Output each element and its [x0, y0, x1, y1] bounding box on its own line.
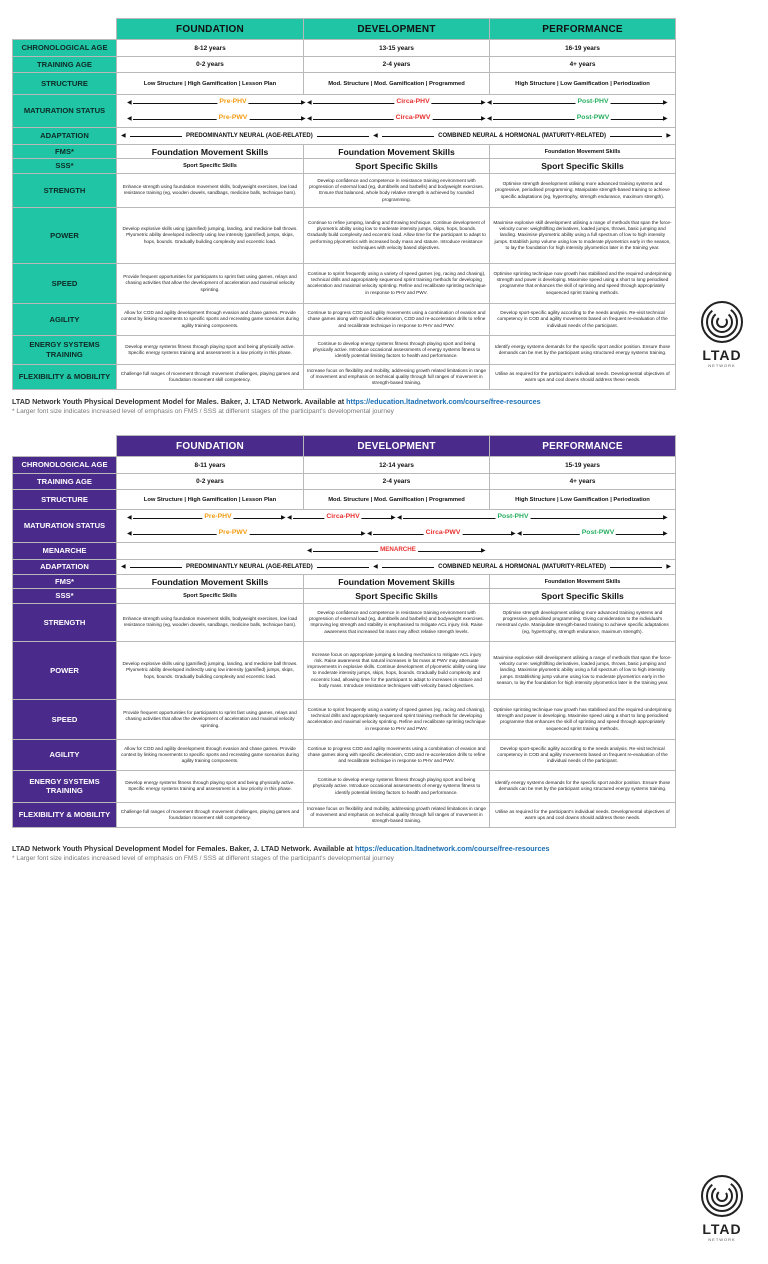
cell-text: Continue to develop energy systems fitness through playing sport and being physically active. Introduce occasional assessments of energy systems fitness to identify potential limiting factors to health and performance. [304, 335, 490, 364]
cell-text: Enhance strength using foundation movement skills, bodyweight exercises, low load resistance training (eg, wooden dowels, sandbags, medicine balls, technique bars). [117, 603, 304, 641]
arrow-right-icon: ▶ [663, 100, 668, 106]
cell-value: High Structure | Low Gamification | Periodization [490, 73, 676, 95]
arrow-right-icon: ▶ [301, 116, 306, 122]
logo-subtitle: NETWORK [708, 363, 736, 368]
cell-text: Identify energy systems demands for the specific sport and/or position. Ensure those demands can be met by the participant using structured energy systems training. [490, 335, 676, 364]
flexibility-row [13, 364, 676, 389]
power-row [13, 641, 676, 699]
ltad-logo [686, 300, 758, 390]
header-corner [13, 19, 117, 40]
pre-phv-label: Pre-PHV [204, 513, 232, 520]
structure-row [13, 490, 676, 510]
arrow-right-icon: ▶ [391, 515, 396, 521]
cell-text: Utilise as required for the participant's individual needs. Developmental objectives of warm ups and cool downs should address these needs. [490, 364, 676, 389]
cell-text: Develop energy systems fitness through playing sport and being physically active. Specific energy systems training and assessment is a low priority in this phase. [117, 770, 304, 802]
arrow-left-icon: ◀ [367, 531, 372, 537]
cell-text: Challenge full ranges of movement through movement challenges, playing games and foundation movement skill competency. [117, 802, 304, 827]
cell-text: Develop explosive skills using (gamified) jumping, landing, and medicine ball throws. Plyometric ability developed indirectly using low intensity (gamified) jumps, skips, hops, bounds. Gradually building complexity and eccentric load. [117, 207, 304, 263]
chronological-age-row [13, 457, 676, 474]
row-label: ADAPTATION [13, 560, 117, 575]
pre-phv-label: Pre-PHV [219, 98, 247, 105]
female-development-model [0, 432, 768, 1242]
cell-value: 8-11 years [117, 457, 304, 474]
circa-pwv-label: Circa-PWV [425, 529, 461, 536]
circa-pwv-label: Circa-PWV [395, 114, 431, 121]
row-label: TRAINING AGE [13, 57, 117, 73]
maturation-timeline [117, 95, 676, 128]
row-label: CHRONOLOGICAL AGE [13, 40, 117, 57]
cell-value: Low Structure | High Gamification | Lesson Plan [117, 490, 304, 510]
arrow-left-icon: ◀ [487, 116, 492, 122]
row-label: AGILITY [13, 303, 117, 335]
arrow-left-icon: ◀ [397, 515, 402, 521]
header-corner [13, 436, 117, 457]
cell-value: 16-19 years [490, 40, 676, 57]
cell-value: 0-2 years [117, 57, 304, 73]
menarche-arrow [123, 545, 669, 557]
arrow-left-icon: ◀ [517, 531, 522, 537]
power-row [13, 207, 676, 263]
circa-phv-label: Circa-PHV [396, 98, 430, 105]
arrow-right-icon: ▶ [511, 531, 516, 537]
arrow-left-icon: ◀ [127, 531, 132, 537]
cell-text: Optimise sprinting technique now growth has stabilised and the required underpinning strength and power is developing. Maximise speed using a short to long periodised programme that enhances the skill of sprinting and speed through appropriately sequenced sprint training methods. [490, 263, 676, 303]
row-label: POWER [13, 207, 117, 263]
cell-value: Sport Specific Skills [304, 589, 490, 603]
stage-performance-header: PERFORMANCE [490, 19, 676, 40]
phv-timeline [123, 512, 669, 524]
arrow-right-icon: ▶ [663, 515, 668, 521]
cell-value: Foundation Movement Skills [117, 575, 304, 589]
cell-text: Utilise as required for the participant's individual needs. Developmental objectives of warm ups and cool downs should address these needs. [490, 802, 676, 827]
cell-value: Mod. Structure | Mod. Gamification | Programmed [304, 490, 490, 510]
female-model-table [12, 435, 676, 828]
post-pwv-label: Post-PWV [581, 529, 615, 536]
cell-text: Develop confidence and competence in resistance training environment with progression of external load (eg, dumbbells and barbells) and bodyweight exercises. Ensure that balanced, whole body relative strength is achieved by rounded programming. [304, 173, 490, 207]
row-label: FMS* [13, 145, 117, 159]
cell-text: Develop energy systems fitness through playing sport and being physically active. Specific energy systems training and assessment is a low priority in this phase. [117, 335, 304, 364]
maturation-status-row [13, 95, 676, 128]
cell-text: Develop sport-specific agility according to the needs analysis. Re-visit technical competency in COD and agility movements based on frequent re-evaluation of the individual needs of the participant. [490, 739, 676, 770]
chronological-age-row [13, 40, 676, 57]
circa-phv-label: Circa-PHV [326, 513, 360, 520]
pwv-timeline [123, 528, 669, 540]
cell-value: Foundation Movement Skills [304, 575, 490, 589]
speed-row [13, 699, 676, 739]
cell-text: Develop sport-specific agility according to the needs analysis. Re-visit technical competency in COD and agility movements based on frequent re-evaluation of the individual needs of the participant. [490, 303, 676, 335]
arrow-left-icon: ◀ [121, 564, 126, 570]
arrow-left-icon: ◀ [373, 564, 378, 570]
flexibility-row [13, 802, 676, 827]
agility-row [13, 303, 676, 335]
cell-value: Low Structure | High Gamification | Lesson Plan [117, 73, 304, 95]
energy-systems-row [13, 335, 676, 364]
arrow-left-icon: ◀ [307, 116, 312, 122]
strength-row [13, 603, 676, 641]
ltad-logo [686, 1174, 758, 1264]
row-label: TRAINING AGE [13, 474, 117, 490]
row-label: MATURATION STATUS [13, 510, 117, 543]
row-label: STRENGTH [13, 603, 117, 641]
row-label: FLEXIBILITY & MOBILITY [13, 364, 117, 389]
row-label: FMS* [13, 575, 117, 589]
cell-text: Optimise sprinting technique now growth has stabilised and the required underpinning strength and power is developing. Maximise speed using a short to long periodised programme that enhances the skill of sprinting and speed through appropriately sequenced sprint training methods. [490, 699, 676, 739]
cell-text: Continue to sprint frequently using a variety of speed games (eg, racing and chasing), technical drills and appropriately sequenced sprint training methods for developing acceleration and maximal velocity sprinting. Refine and recalibrate sprinting technique in response to PHV and PWV. [304, 699, 490, 739]
cell-value: 13-15 years [304, 40, 490, 57]
cell-text: Develop explosive skills using (gamified) jumping, landing, and medicine ball throws. Plyometric ability developed indirectly using low intensity (gamified) jumps, skips, hops, bounds. Gradually building complexity and eccentric load. [117, 641, 304, 699]
cell-value: High Structure | Low Gamification | Periodization [490, 490, 676, 510]
structure-row [13, 73, 676, 95]
agility-row [13, 739, 676, 770]
row-label: SSS* [13, 159, 117, 173]
cell-text: Allow for COD and agility development through evasion and chase games. Provide context by linking movements to specific sports and recreating game scenarios during agility training components. [117, 303, 304, 335]
font-size-note: * Larger font size indicates increased level of emphasis on FMS / SSS at different stages of the participant's developmental journey [12, 408, 394, 415]
font-size-note: * Larger font size indicates increased level of emphasis on FMS / SSS at different stages of the participant's developmental journey [12, 855, 394, 862]
arrow-right-icon: ▶ [301, 100, 306, 106]
maturation-timeline [117, 510, 676, 543]
maturation-status-row [13, 510, 676, 543]
fms-row [13, 575, 676, 589]
arrow-left-icon: ◀ [307, 100, 312, 106]
stage-development-header: DEVELOPMENT [304, 436, 490, 457]
cell-value: Sport Specific Skills [490, 589, 676, 603]
arrow-right-icon: ▶ [666, 133, 671, 139]
cell-text: Continue to develop energy systems fitness through playing sport and being physically active. Introduce occasional assessments of energy systems fitness to identify potential limiting factors to health and performance. [304, 770, 490, 802]
row-label: MENARCHE [13, 543, 117, 560]
speed-row [13, 263, 676, 303]
ltad-spiral-logo-icon [700, 300, 744, 344]
post-phv-label: Post-PHV [497, 513, 529, 520]
cell-value: 2-4 years [304, 474, 490, 490]
male-development-model [0, 0, 768, 430]
arrow-right-icon: ▶ [666, 564, 671, 570]
cell-text: Continue to progress COD and agility movements using a combination of evasion and chase games along with specific deceleration, COD and re-acceleration drills to refine and recalibrate technique in response to PHV and PWV. [304, 739, 490, 770]
row-label: STRUCTURE [13, 490, 117, 510]
logo-wordmark: LTAD [702, 347, 742, 363]
cell-value: Foundation Movement Skills [490, 145, 676, 159]
sss-row [13, 589, 676, 603]
arrow-left-icon: ◀ [127, 100, 132, 106]
logo-wordmark: LTAD [702, 1221, 742, 1237]
cell-text: Optimise strength development utilising more advanced training systems and progressive, periodised programming. Giving consideration to the individual's menstrual cycle. Manipulate strength-based training to achieve specific adaptations (eg, hypertrophy, strength endurance, maximum strength). [490, 603, 676, 641]
row-label: ENERGY SYSTEMS TRAINING [13, 335, 117, 364]
male-model-table [12, 18, 676, 390]
cell-value: Mod. Structure | Mod. Gamification | Programmed [304, 73, 490, 95]
cell-text: Provide frequent opportunities for participants to sprint fast using games, relays and chasing activities that allow the development of acceleration and maximal velocity sprinting. [117, 699, 304, 739]
cell-value: Sport Specific Skills [304, 159, 490, 173]
fms-row [13, 145, 676, 159]
hormonal-adaptation-label: COMBINED NEURAL & HORMONAL (MATURITY-RELATED) [438, 564, 607, 570]
adaptation-row [13, 128, 676, 145]
cell-value: Foundation Movement Skills [304, 145, 490, 159]
logo-subtitle: NETWORK [708, 1237, 736, 1242]
adaptation-row [13, 560, 676, 575]
cell-value: 0-2 years [117, 474, 304, 490]
arrow-left-icon: ◀ [373, 133, 378, 139]
model-caption: LTAD Network Youth Physical Development Model for Males. Baker, J. LTAD Network. Available at https://education.ltadnetwork.com/course/free-resources [12, 397, 541, 406]
cell-text: Maximise explosive skill development utilising a range of methods that span the force-velocity curve: weightlifting derivatives, loaded jumps, throws, basic jumping and landing. Maximise plyometric ability using a full spectrum of low to high intensity jumps. Establish jump volume using low to moderate plyometrics early in the season, to lay the foundation for high intensity plyometrics later in the training year. [490, 207, 676, 263]
cell-text: Continue to progress COD and agility movements using a combination of evasion and chase games along with specific deceleration, COD and re-acceleration drills to refine and recalibrate technique in response to PHV and PWV. [304, 303, 490, 335]
arrow-left-icon: ◀ [127, 116, 132, 122]
row-label: SPEED [13, 699, 117, 739]
cell-text: Continue to sprint frequently using a variety of speed games (eg, racing and chasing), technical drills and appropriately sequenced sprint training methods for developing acceleration and maximal velocity sprinting. Refine and recalibrate sprinting technique in response to PHV and PWV. [304, 263, 490, 303]
arrow-left-icon: ◀ [287, 515, 292, 521]
female-model-footer [12, 844, 712, 864]
cell-text: Challenge full ranges of movement through movement challenges, playing games and foundation movement skill competency. [117, 364, 304, 389]
cell-text: Increase focus on flexibility and mobility, addressing growth related limitations in range of movement and emphasis on technical quality through full ranges of movement in strength-based training. [304, 802, 490, 827]
row-label: SPEED [13, 263, 117, 303]
post-phv-label: Post-PHV [577, 98, 609, 105]
arrow-left-icon: ◀ [127, 515, 132, 521]
row-label: ADAPTATION [13, 128, 117, 145]
cell-value: Foundation Movement Skills [117, 145, 304, 159]
arrow-left-icon: ◀ [307, 548, 312, 554]
arrow-left-icon: ◀ [487, 100, 492, 106]
pre-pwv-label: Pre-PWV [218, 529, 248, 536]
neural-adaptation-label: PREDOMINANTLY NEURAL (AGE-RELATED) [185, 133, 313, 139]
row-label: SSS* [13, 589, 117, 603]
cell-value: Sport Specific Skills [490, 159, 676, 173]
cell-text: Maximise explosive skill development utilising a range of methods that span the force-velocity curve: weightlifting derivatives, loaded jumps, throws, basic jumping and landing. Maximise plyometric ability using a full spectrum of low to high intensity jumps. Establishing jump volume using low to moderate plyometrics early in the season, to lay the foundation for high intensity plyometrics later in the training year. [490, 641, 676, 699]
cell-value: 2-4 years [304, 57, 490, 73]
energy-systems-row [13, 770, 676, 802]
arrow-right-icon: ▶ [481, 548, 486, 554]
cell-value: 12-14 years [304, 457, 490, 474]
cell-value: Foundation Movement Skills [490, 575, 676, 589]
hormonal-adaptation-label: COMBINED NEURAL & HORMONAL (MATURITY-RELATED) [438, 133, 607, 139]
cell-text: Increase focus on appropriate jumping & landing mechanics to mitigate ACL injury risk. Raise awareness that natural increases in fat mass at PWV may attenuate improvements in explosive skills. Continue development of plyometric ability using low to moderate intensity jumps, skips, hops, bounds. Gradually build complexity and eccentric load, allowing time for the participant to adapt to increases in stature and body mass. Introduce resistance techniques with velocity based objectives. [304, 641, 490, 699]
training-age-row [13, 474, 676, 490]
row-label: MATURATION STATUS [13, 95, 117, 128]
cell-text: Allow for COD and agility development through evasion and chase games. Provide context by linking movements to specific sports and recreating game scenarios during agility training components. [117, 739, 304, 770]
free-resources-link[interactable]: https://education.ltadnetwork.com/course/free-resources [354, 844, 550, 853]
cell-value: 15-19 years [490, 457, 676, 474]
arrow-right-icon: ▶ [663, 531, 668, 537]
cell-value: Sport Specific Skills [117, 589, 304, 603]
menarche-row [13, 543, 676, 560]
stage-header-row [13, 436, 676, 457]
row-label: AGILITY [13, 739, 117, 770]
pwv-timeline [123, 113, 669, 125]
row-label: STRENGTH [13, 173, 117, 207]
row-label: CHRONOLOGICAL AGE [13, 457, 117, 474]
arrow-left-icon: ◀ [121, 133, 126, 139]
row-label: FLEXIBILITY & MOBILITY [13, 802, 117, 827]
arrow-right-icon: ▶ [281, 515, 286, 521]
arrow-right-icon: ▶ [663, 116, 668, 122]
stage-foundation-header: FOUNDATION [117, 436, 304, 457]
male-model-footer [12, 397, 712, 417]
cell-text: Enhance strength using foundation movement skills, bodyweight exercises, low load resistance training (eg, wooden dowels, sandbags, medicine balls, technique bars). [117, 173, 304, 207]
cell-value: 4+ years [490, 474, 676, 490]
cell-text: Identify energy systems demands for the specific sport and/or position. Ensure those demands can be met by the participant using structured energy systems training. [490, 770, 676, 802]
strength-row [13, 173, 676, 207]
menarche-label: MENARCHE [380, 546, 416, 553]
post-pwv-label: Post-PWV [576, 114, 610, 121]
ltad-spiral-logo-icon [700, 1174, 744, 1218]
stage-foundation-header: FOUNDATION [117, 19, 304, 40]
cell-text: Develop confidence and competence in resistance training environment with progression of external load (eg, dumbbells and barbells) and bodyweight exercises. Improving leg strength and stability is emphasised to mitigate ACL injury risk. Raise awareness that increased fat mass may affect relative strength levels. [304, 603, 490, 641]
stage-header-row [13, 19, 676, 40]
row-label: ENERGY SYSTEMS TRAINING [13, 770, 117, 802]
adaptation-timeline [117, 560, 676, 575]
cell-text: Optimise strength development utilising more advanced training systems and progressive, periodised programming. Manipulate strength-based training to achieve specific adaptations (eg, hypertrophy, strength endurance, maximum strength). [490, 173, 676, 207]
cell-text: Increase focus on flexibility and mobility, addressing growth related limitations in range of movement and emphasis on technical quality through full ranges of movement in strength-based training. [304, 364, 490, 389]
row-label: STRUCTURE [13, 73, 117, 95]
cell-text: Provide frequent opportunities for participants to sprint fast using games, relays and chasing activities that allow the development of acceleration and maximal velocity sprinting. [117, 263, 304, 303]
model-caption: LTAD Network Youth Physical Development Model for Females. Baker, J. LTAD Network. Available at https://education.ltadnetwork.com/course/free-resources [12, 844, 550, 853]
free-resources-link[interactable]: https://education.ltadnetwork.com/course/free-resources [346, 397, 541, 406]
adaptation-timeline [117, 128, 676, 145]
stage-development-header: DEVELOPMENT [304, 19, 490, 40]
cell-value: 8-12 years [117, 40, 304, 57]
sss-row [13, 159, 676, 173]
cell-text: Continue to refine jumping, landing and throwing technique. Continue development of plyometric ability using low to moderate intensity jumps, skips, hops, bounds. Gradually build complexity and eccentric load. Allow time for the participant to adapt to performing plyometrics with increased body mass and stature. Introduce resistance techniques with velocity based objectives. [304, 207, 490, 263]
phv-timeline [123, 97, 669, 109]
training-age-row [13, 57, 676, 73]
cell-value: Sport Specific Skills [117, 159, 304, 173]
row-label: POWER [13, 641, 117, 699]
neural-adaptation-label: PREDOMINANTLY NEURAL (AGE-RELATED) [185, 564, 313, 570]
cell-value: 4+ years [490, 57, 676, 73]
stage-performance-header: PERFORMANCE [490, 436, 676, 457]
arrow-right-icon: ▶ [481, 116, 486, 122]
menarche-timeline [117, 543, 676, 560]
arrow-right-icon: ▶ [481, 100, 486, 106]
arrow-right-icon: ▶ [361, 531, 366, 537]
pre-pwv-label: Pre-PWV [218, 114, 248, 121]
